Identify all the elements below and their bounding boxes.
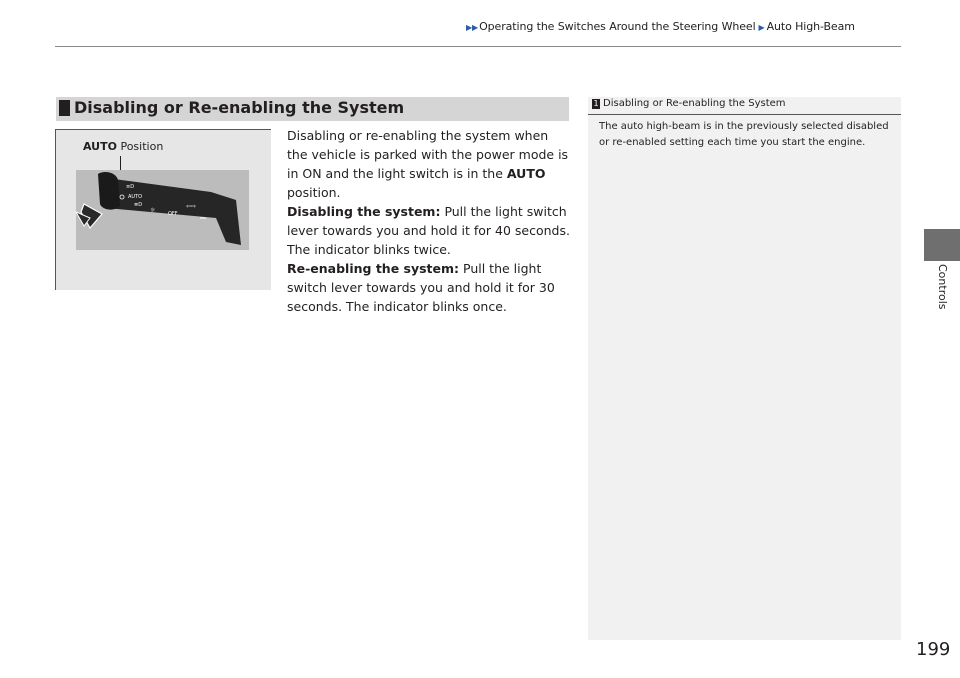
lever-figure bbox=[55, 129, 271, 290]
section-title: Disabling or Re-enabling the System bbox=[74, 98, 405, 117]
breadcrumb-level-2[interactable]: Auto High-Beam bbox=[766, 20, 855, 33]
body-text bbox=[287, 126, 572, 316]
breadcrumb-arrow-icon: ▶ bbox=[758, 23, 765, 32]
chapter-label: Controls bbox=[936, 264, 949, 310]
figure-callout bbox=[83, 140, 163, 153]
header-rule bbox=[55, 46, 901, 47]
breadcrumb-level-1[interactable]: Operating the Switches Around the Steering Wheel bbox=[479, 20, 756, 33]
reenable-text: Pull the light switch lever towards you and hold it for 30 seconds. The indicator blinks once. bbox=[287, 261, 555, 314]
light-switch-lever-drawing bbox=[76, 170, 249, 250]
auto-term: AUTO bbox=[506, 166, 546, 181]
svg-text:OFF: OFF bbox=[168, 211, 178, 217]
svg-text:≣D: ≣D bbox=[134, 202, 143, 208]
side-note bbox=[588, 97, 901, 640]
breadcrumb bbox=[466, 20, 855, 33]
disable-text: Pull the light switch lever towards you and hold it for 40 seconds. The indicator blinks twice. bbox=[287, 204, 570, 257]
intro-text: Disabling or re-enabling the system when the vehicle is parked with the power mode is in ON and the light switch is in the bbox=[287, 128, 569, 181]
section-heading bbox=[56, 97, 569, 121]
lever-illustration bbox=[76, 170, 249, 250]
svg-text:⇦⇨: ⇦⇨ bbox=[186, 203, 197, 210]
reenable-label: Re-enabling the system: bbox=[287, 261, 460, 276]
figure-callout-rest: Position bbox=[116, 140, 164, 153]
breadcrumb-arrow-icon: ▶▶ bbox=[466, 23, 479, 32]
note-reference-icon: 1 bbox=[593, 99, 599, 108]
note-text: The auto high-beam is in the previously selected disabled or re-enabled setting each time you start the engine. bbox=[599, 121, 889, 148]
page-number: 199 bbox=[916, 639, 951, 660]
reenable-paragraph bbox=[287, 259, 572, 316]
disable-label: Disabling the system: bbox=[287, 204, 441, 219]
svg-text:≡D: ≡D bbox=[126, 184, 135, 190]
note-header bbox=[588, 97, 901, 115]
figure-callout-bold: AUTO bbox=[83, 140, 117, 153]
section-square-icon bbox=[59, 100, 70, 116]
intro-text-end: position. bbox=[287, 185, 341, 200]
intro-paragraph bbox=[287, 126, 572, 202]
note-title[interactable]: Disabling or Re-enabling the System bbox=[603, 98, 786, 109]
svg-text:AUTO: AUTO bbox=[128, 194, 143, 200]
svg-text:☼: ☼ bbox=[150, 207, 156, 214]
disable-paragraph bbox=[287, 202, 572, 259]
chapter-tab[interactable] bbox=[924, 229, 960, 261]
